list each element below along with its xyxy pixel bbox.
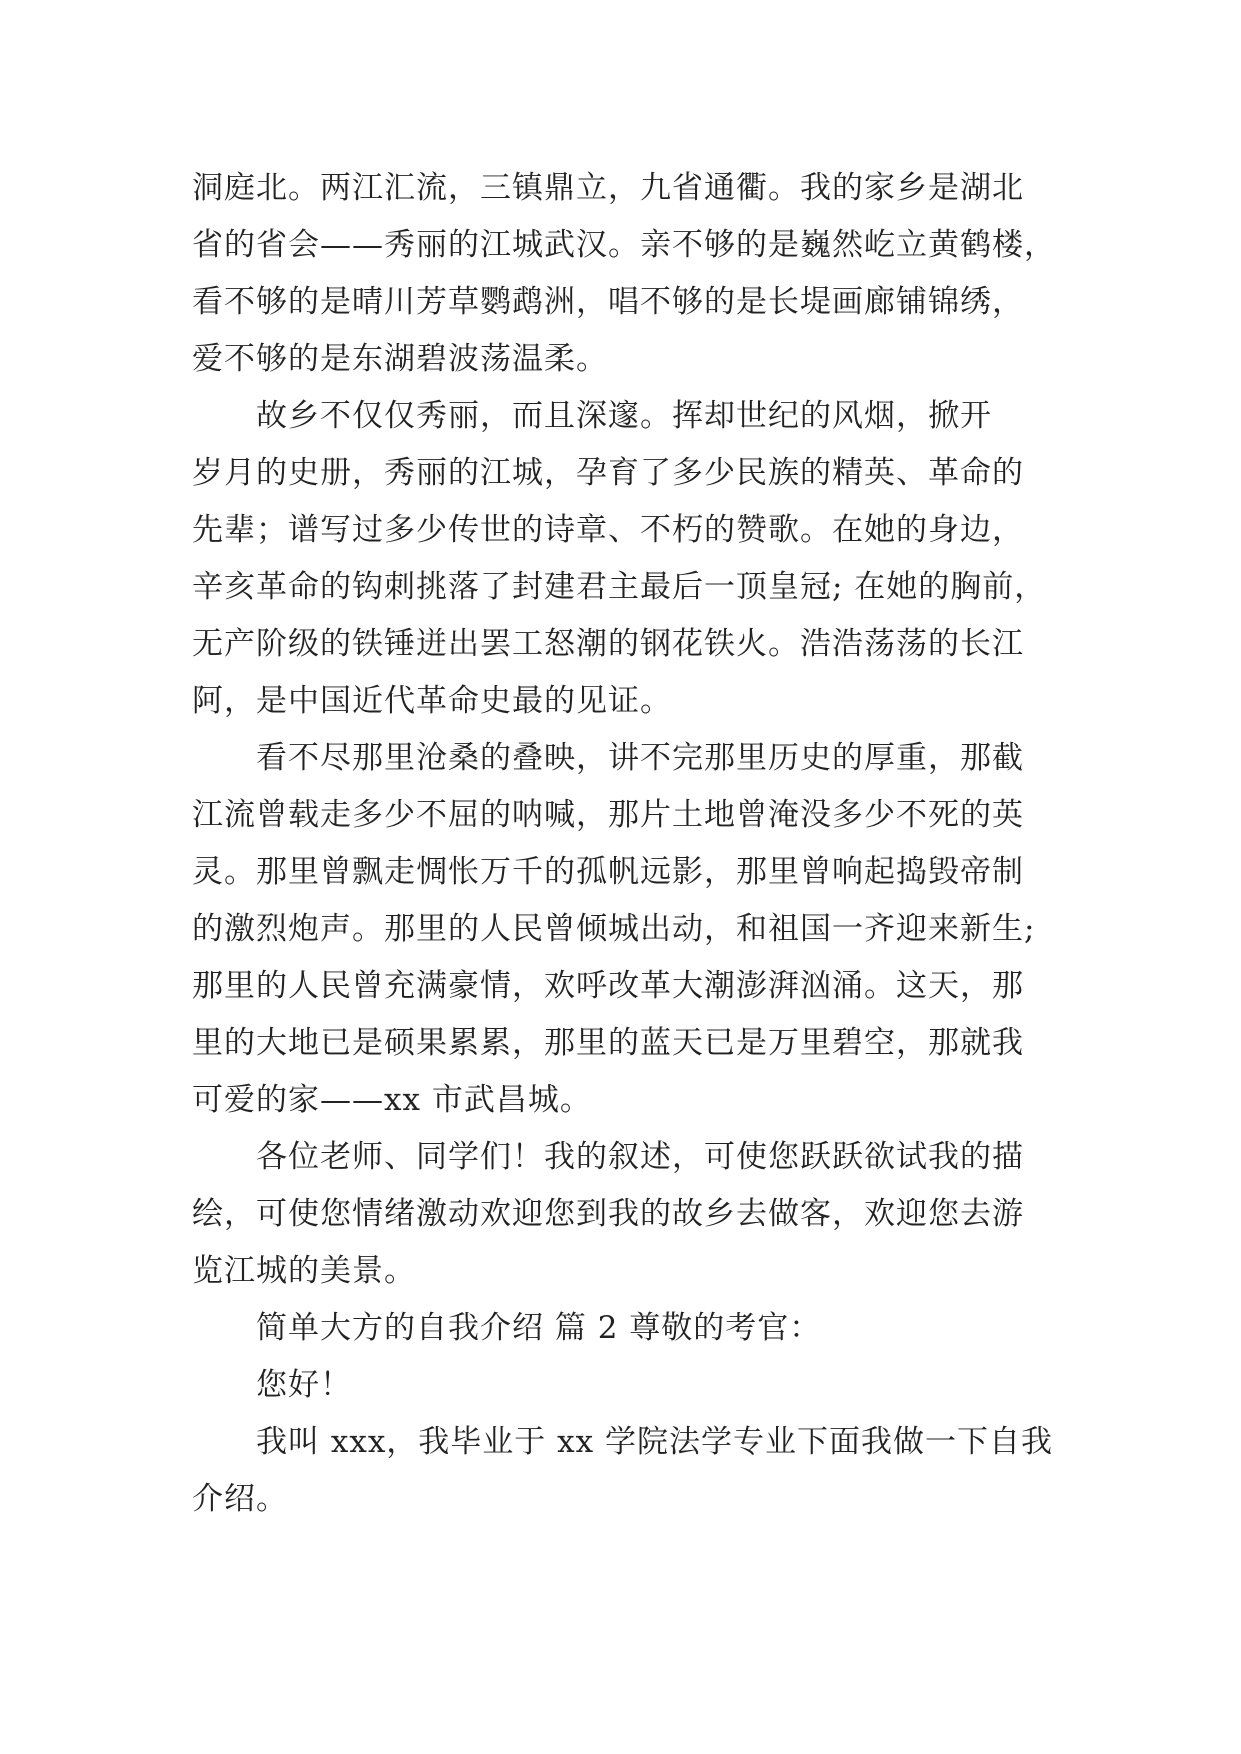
text-line: 里的大地已是硕果累累，那里的蓝天已是万里碧空，那就我 bbox=[192, 1025, 1024, 1061]
paragraph-first-line: 故乡不仅仅秀丽，而且深邃。挥却世纪的风烟，掀开 bbox=[256, 398, 992, 434]
text-line: 无产阶级的铁锤迸出罢工怒潮的钢花铁火。浩浩荡荡的长江 bbox=[192, 626, 1024, 662]
text-line: 看不够的是晴川芳草鹦鹉洲，唱不够的是长堤画廊铺锦绣， bbox=[192, 284, 1024, 320]
text-line: 省的省会——秀丽的江城武汉。亲不够的是巍然屹立黄鹤楼， bbox=[192, 227, 1056, 263]
text-line: 灵。那里曾飘走惆怅万千的孤帆远影，那里曾响起捣毁帝制 bbox=[192, 854, 1024, 890]
paragraph-first-line: 各位老师、同学们！我的叙述，可使您跃跃欲试我的描 bbox=[256, 1139, 1024, 1175]
text-line: 先辈；谱写过多少传世的诗章、不朽的赞歌。在她的身边， bbox=[192, 512, 1024, 548]
section-heading: 简单大方的自我介绍 篇 2 尊敬的考官： bbox=[256, 1310, 822, 1346]
paragraph-first-line: 我叫 xxx，我毕业于 xx 学院法学专业下面我做一下自我 bbox=[256, 1424, 1053, 1460]
text-line: 览江城的美景。 bbox=[192, 1253, 416, 1289]
text-line: 洞庭北。两江汇流，三镇鼎立，九省通衢。我的家乡是湖北 bbox=[192, 170, 1024, 206]
text-line: 辛亥革命的钩刺挑落了封建君主最后一顶皇冠; 在她的胸前， bbox=[192, 569, 1047, 605]
text-line: 那里的人民曾充满豪情，欢呼改革大潮澎湃汹涌。这天，那 bbox=[192, 968, 1024, 1004]
text-line: 岁月的史册，秀丽的江城，孕育了多少民族的精英、革命的 bbox=[192, 455, 1024, 491]
text-line: 爱不够的是东湖碧波荡温柔。 bbox=[192, 341, 608, 377]
text-line: 绘，可使您情绪激动欢迎您到我的故乡去做客，欢迎您去游 bbox=[192, 1196, 1024, 1232]
text-line: 江流曾载走多少不屈的呐喊，那片土地曾淹没多少不死的英 bbox=[192, 797, 1024, 833]
text-line: 可爱的家——xx 市武昌城。 bbox=[192, 1082, 592, 1118]
text-line: 阿，是中国近代革命史最的见证。 bbox=[192, 683, 672, 719]
paragraph-first-line: 看不尽那里沧桑的叠映，讲不完那里历史的厚重，那截 bbox=[256, 740, 1024, 776]
greeting-line: 您好！ bbox=[256, 1367, 352, 1403]
text-line: 的激烈炮声。那里的人民曾倾城出动，和祖国一齐迎来新生; bbox=[192, 911, 1036, 947]
text-line: 介绍。 bbox=[192, 1481, 288, 1517]
